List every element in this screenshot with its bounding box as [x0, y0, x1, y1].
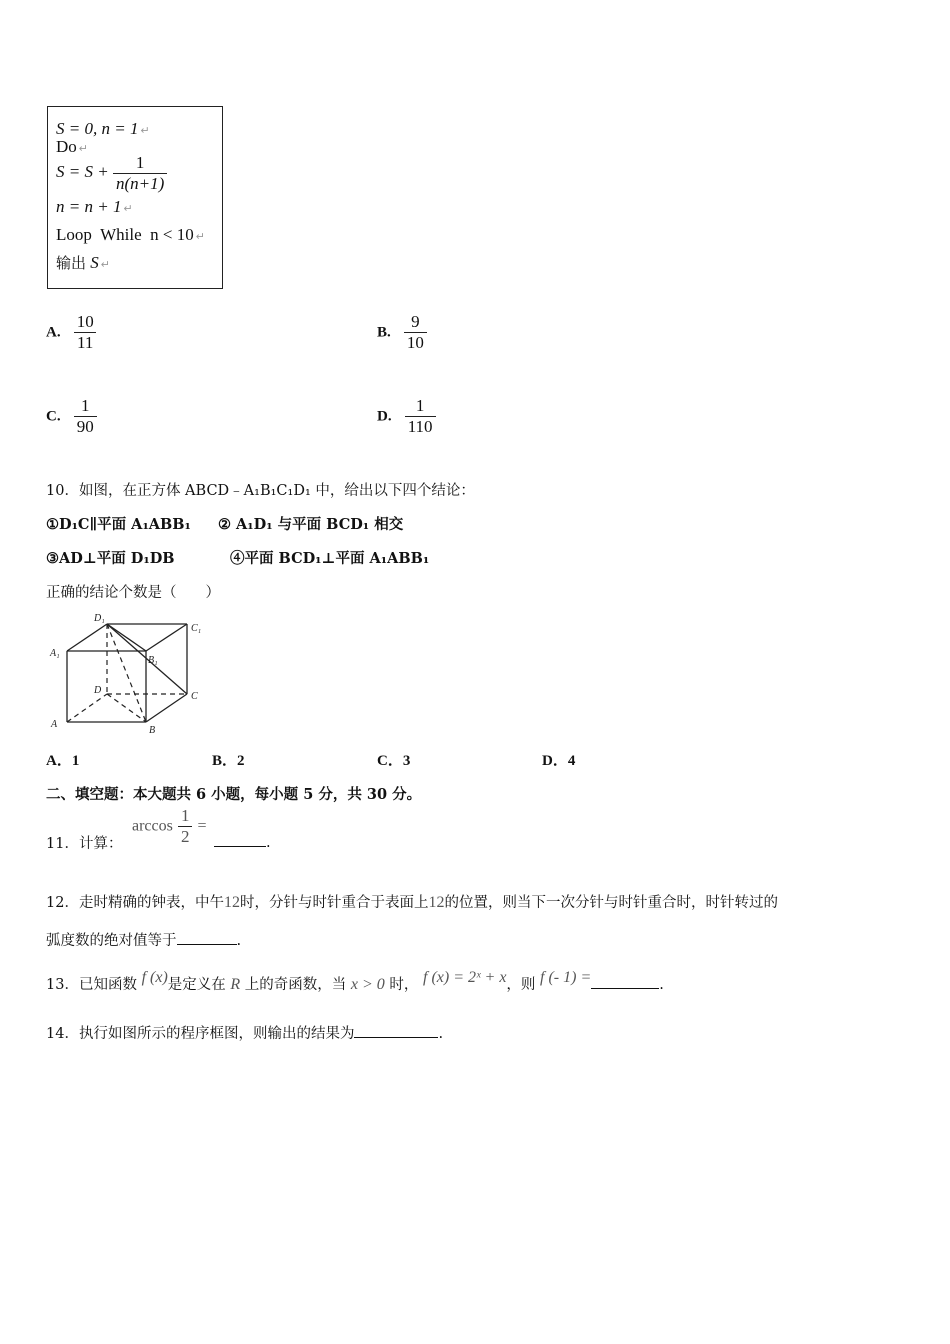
vertex-label-b: B	[149, 725, 156, 736]
q10-option-d[interactable]: D．4	[542, 753, 576, 769]
edge-a1d1	[67, 624, 107, 651]
vertex-label-d: D	[94, 685, 102, 696]
vertex-label-b1: B₁	[148, 655, 158, 666]
q10-question: 正确的结论个数是（ ）	[46, 585, 220, 601]
vertex-label-a: A	[51, 719, 58, 730]
q10-conclusion-2: ② A₁D₁ 与平面 BCD₁ 相交	[218, 516, 404, 533]
code-line-do: Do ↵	[56, 137, 88, 156]
vertex-label-a1: A₁	[50, 648, 60, 659]
program-code-box	[47, 106, 223, 289]
q9-option-d-fraction: $\frac{1}{110}$	[405, 396, 436, 436]
q12-answer-blank[interactable]	[177, 930, 237, 945]
q11-prefix: 11．计算：	[46, 836, 123, 852]
q9-option-a-fraction: $\frac{10}{11}$	[74, 312, 97, 352]
q14-text: 14．执行如图所示的程序框图，则输出的结果为 .	[46, 1022, 443, 1043]
code-line-sum: S = S + $\frac{1}{n(n+1)}$	[56, 153, 167, 193]
q10-option-c[interactable]: C．3	[377, 753, 411, 769]
q14-answer-blank[interactable]	[354, 1023, 438, 1038]
q10-option-a[interactable]: A．1	[46, 753, 80, 769]
q12-line1: 12．走时精确的钟表，中午12时，分针与时针重合于表面上12的位置，则当下一次分针与时针重合时，时针转过的	[46, 894, 778, 911]
q10-conclusion-3: ③AD⊥平面 D₁DB	[46, 550, 175, 567]
vertex-label-d1: D₁	[94, 613, 105, 624]
code-line-output: 输出 S ↵	[56, 253, 110, 272]
q10-conclusion-4: ④平面 BCD₁⊥平面 A₁ABB₁	[230, 550, 430, 567]
edge-d1b-hidden	[107, 624, 146, 722]
cube-figure	[46, 610, 216, 740]
q13-answer-blank[interactable]	[591, 974, 659, 989]
edge-bc	[146, 694, 187, 722]
q9-option-d[interactable]: D. $\frac{1}{110}$	[377, 396, 436, 436]
q11-fraction: $\frac{1}{2}$	[178, 806, 193, 846]
q9-option-c[interactable]: C. $\frac{1}{90}$	[46, 396, 97, 436]
code-line-init: S = 0, n = 1 ↵	[56, 119, 150, 138]
edge-b1c1	[146, 624, 187, 651]
edge-d1c	[107, 624, 187, 694]
code-line-increment: n = n + 1 ↵	[56, 197, 133, 216]
q10-stem: 10．如图，在正方体 ABCD﹣A₁B₁C₁D₁ 中，给出以下四个结论：	[46, 483, 475, 499]
q9-option-b[interactable]: B. $\frac{9}{10}$	[377, 312, 427, 352]
edge-d1b1	[107, 624, 146, 651]
vertex-label-c: C	[191, 691, 198, 702]
q10-conclusion-1: ①D₁C∥平面 A₁ABB₁	[46, 516, 191, 533]
code-fraction: $\frac{1}{n(n+1)}$	[113, 153, 167, 193]
vertex-label-c1: C₁	[191, 623, 202, 634]
q9-option-a[interactable]: A. $\frac{10}{11}$	[46, 312, 97, 352]
q9-option-b-fraction: $\frac{9}{10}$	[404, 312, 427, 352]
code-line-loop-while: Loop While n < 10 ↵	[56, 225, 205, 244]
q11-answer-blank[interactable]: .	[214, 832, 271, 851]
q10-option-b[interactable]: B．2	[212, 753, 245, 769]
q13-text: 13．已知函数 f (x)是定义在 R 上的奇函数，当 x > 0 时， f (x) = 2ˣ + x，则 f (- 1) = .	[46, 969, 664, 993]
section-title-fill-in: 二、填空题：本大题共 6 小题，每小题 5 分，共 30 分。	[46, 786, 422, 803]
q9-option-c-fraction: $\frac{1}{90}$	[74, 396, 97, 436]
q12-line2: 弧度数的绝对值等于 .	[46, 929, 241, 950]
edge-ad-hidden	[67, 694, 107, 722]
q11-expression: arccos $\frac{1}{2}$ =	[132, 806, 207, 846]
